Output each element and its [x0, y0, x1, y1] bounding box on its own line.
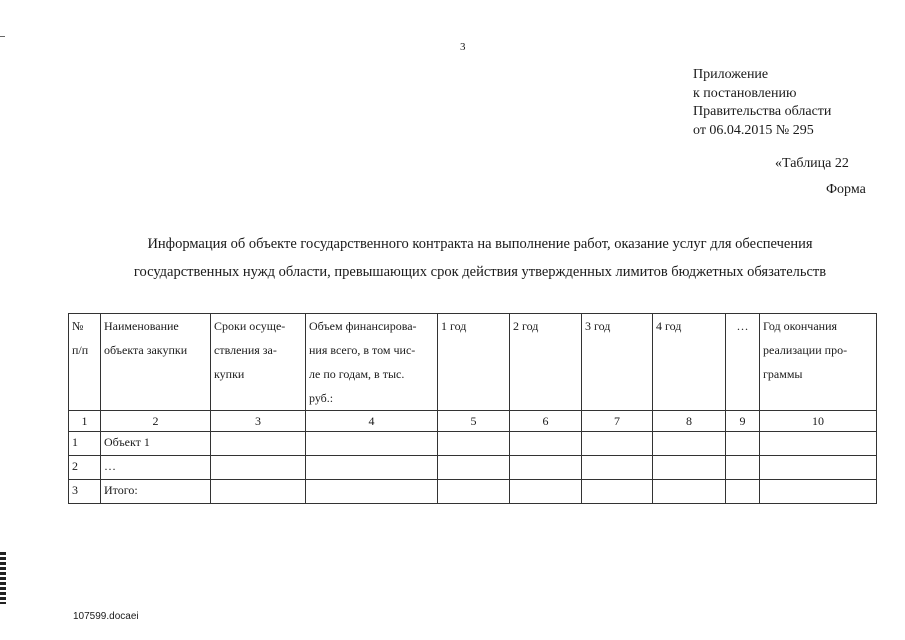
empty-cell	[510, 432, 582, 456]
column-number: 6	[510, 411, 582, 432]
header-text: Сроки осуще-	[214, 319, 286, 333]
row-object-name: …	[101, 456, 211, 480]
header-text: граммы	[763, 367, 803, 381]
empty-cell	[726, 432, 760, 456]
scan-barcode-mark	[0, 552, 6, 604]
page-number: 3	[460, 41, 466, 53]
header-text: №	[72, 319, 84, 333]
column-number: 3	[211, 411, 306, 432]
header-text: ствления за-	[214, 343, 277, 357]
appendix-block	[693, 66, 831, 140]
appendix-line: от 06.04.2015 № 295	[693, 122, 814, 138]
header-text: Объем финансирова-	[309, 319, 417, 333]
header-text: Год окончания	[763, 319, 838, 333]
appendix-line: Правительства области	[693, 104, 832, 119]
empty-cell	[438, 432, 510, 456]
document-title-line: государственных нужд области, превышающих срок действия утвержденных лимитов бюджетных обязательств	[133, 264, 827, 280]
header-text: п/п	[72, 343, 89, 357]
header-cell-ellipsis: …	[726, 314, 760, 411]
row-object-name: Объект 1	[101, 432, 211, 456]
empty-cell	[211, 456, 306, 480]
header-cell-end-year	[760, 314, 877, 411]
table-reference: «Таблица 22	[775, 156, 849, 171]
empty-cell	[760, 480, 877, 504]
column-number: 9	[726, 411, 760, 432]
column-number: 4	[306, 411, 438, 432]
row-object-name: Итого:	[101, 480, 211, 504]
empty-cell	[306, 432, 438, 456]
table-row	[69, 480, 877, 504]
header-text: руб.:	[309, 391, 334, 405]
header-text: купки	[214, 367, 245, 381]
header-text: ле по годам, в тыс.	[309, 367, 405, 381]
header-text: реализации про-	[763, 343, 848, 357]
column-number: 5	[438, 411, 510, 432]
header-text: ния всего, в том чис-	[309, 343, 416, 357]
column-number: 8	[653, 411, 726, 432]
empty-cell	[760, 456, 877, 480]
empty-cell	[582, 432, 653, 456]
empty-cell	[653, 480, 726, 504]
form-label: Форма	[826, 182, 866, 197]
column-number: 10	[760, 411, 877, 432]
empty-cell	[211, 432, 306, 456]
header-cell-year-1: 1 год	[438, 314, 510, 411]
empty-cell	[510, 480, 582, 504]
empty-cell	[760, 432, 877, 456]
table-row	[69, 432, 877, 456]
header-cell-year-2: 2 год	[510, 314, 582, 411]
empty-cell	[726, 480, 760, 504]
row-number: 3	[69, 480, 101, 504]
column-number: 1	[69, 411, 101, 432]
table-row	[69, 456, 877, 480]
row-number: 2	[69, 456, 101, 480]
column-number: 2	[101, 411, 211, 432]
column-number: 7	[582, 411, 653, 432]
header-text: объекта закупки	[104, 343, 188, 357]
contract-info-table	[68, 313, 877, 504]
header-cell-volume	[306, 314, 438, 411]
header-cell-name	[101, 314, 211, 411]
header-cell-no	[69, 314, 101, 411]
empty-cell	[306, 456, 438, 480]
empty-cell	[653, 432, 726, 456]
column-number-row	[69, 411, 877, 432]
header-cell-year-3: 3 год	[582, 314, 653, 411]
appendix-line: Приложение	[693, 67, 769, 82]
empty-cell	[726, 456, 760, 480]
empty-cell	[438, 456, 510, 480]
empty-cell	[582, 456, 653, 480]
header-text: Наименование	[104, 319, 179, 333]
empty-cell	[582, 480, 653, 504]
header-cell-year-4: 4 год	[653, 314, 726, 411]
empty-cell	[510, 456, 582, 480]
empty-cell	[211, 480, 306, 504]
document-title-line: Информация об объекте государственного контракта на выполнение работ, оказание услуг для обеспечения	[147, 236, 813, 252]
empty-cell	[438, 480, 510, 504]
file-name-footer: 107599.docaei	[73, 611, 139, 622]
header-cell-term	[211, 314, 306, 411]
scan-edge-mark	[0, 36, 5, 37]
empty-cell	[653, 456, 726, 480]
appendix-line: к постановлению	[693, 85, 797, 101]
empty-cell	[306, 480, 438, 504]
row-number: 1	[69, 432, 101, 456]
table-header-row	[69, 314, 877, 411]
